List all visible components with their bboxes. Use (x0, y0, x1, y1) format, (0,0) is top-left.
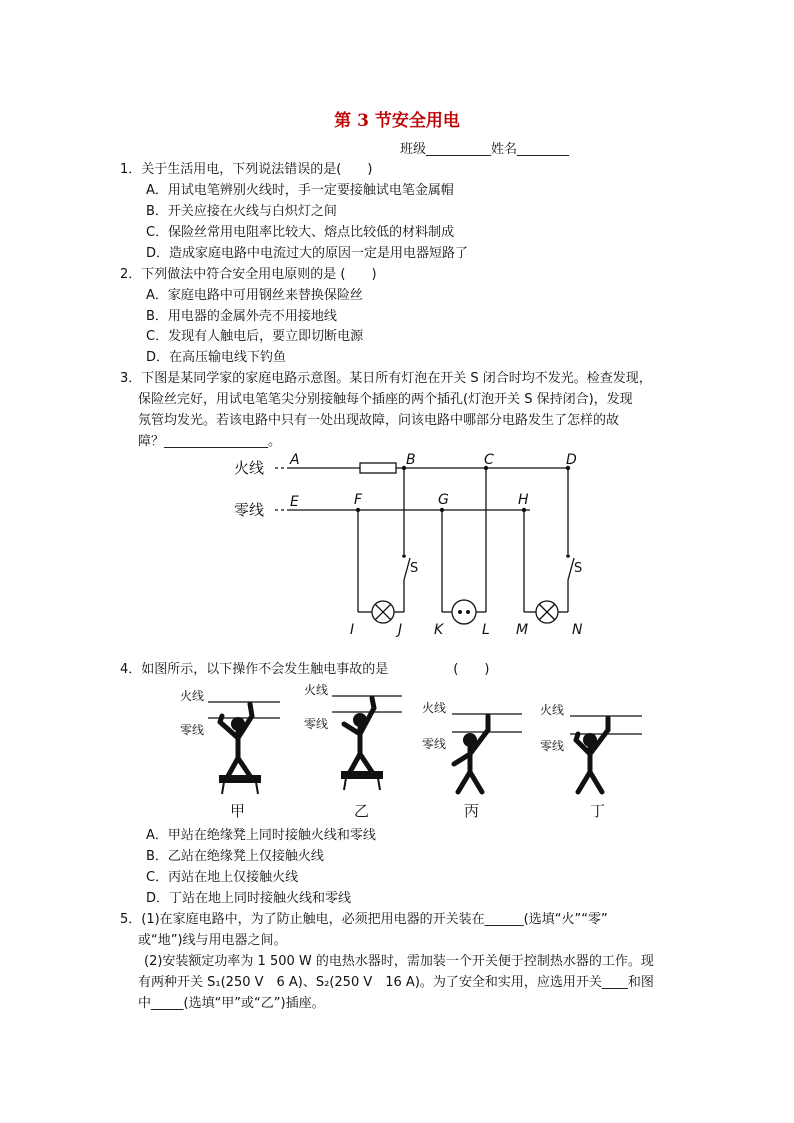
ding-neutral-label: 零线 (540, 739, 565, 753)
figure-label-ding: 丁 (590, 802, 606, 820)
figure-label-yi: 乙 (354, 802, 370, 820)
node-f: F (354, 492, 363, 508)
switch-label-2: S (574, 561, 583, 576)
q1-option-b: B．开关应接在火线与白炽灯之间 (146, 204, 337, 219)
q4-stem: 4．如图所示，以下操作不会发生触电事故的是 ( ) (120, 662, 490, 677)
jia-live-label: 火线 (180, 689, 205, 703)
yi-neutral-label: 零线 (304, 717, 329, 731)
node-d: D (566, 452, 577, 468)
node-c: C (484, 452, 494, 468)
figure-yi (344, 698, 374, 772)
q4-option-b: B．乙站在绝缘凳上仅接触火线 (146, 849, 324, 864)
figure-label-jia: 甲 (230, 802, 246, 820)
q1-stem: 1．关于生活用电，下列说法错误的是( ) (120, 162, 373, 177)
stool-yi (342, 772, 382, 790)
q1-option-d: D．造成家庭电路中电流过大的原因一定是用电器短路了 (146, 246, 469, 261)
q4-figures (170, 680, 650, 820)
ding-live-label: 火线 (540, 703, 565, 717)
node-a: A (290, 452, 300, 468)
live-wire-label: 火线 (234, 459, 265, 477)
figure-ding (576, 718, 608, 792)
q4-option-a: A．甲站在绝缘凳上同时接触火线和零线 (146, 828, 376, 843)
switch-label-1: S (410, 561, 419, 576)
q5-line-2: 或“地”)线与用电器之间。 (138, 933, 287, 948)
bing-live-label: 火线 (422, 701, 447, 715)
node-e: E (290, 494, 299, 510)
q3-line-2: 保险丝完好，用试电笔笔尖分别接触每个插座的两个插孔(灯泡开关 S 保持闭合)，发现 (138, 392, 633, 407)
node-g: G (438, 492, 449, 508)
q2-stem: 2．下列做法中符合安全用电原则的是 ( ) (120, 267, 377, 282)
node-i: I (350, 622, 355, 638)
q5-line-4: 有两种开关 S₁(250 V 6 A)、S₂(250 V 16 A)。为了安全和实用，应选用开关____和图 (138, 975, 654, 990)
q5-line-5: 中_____(选填“甲”或“乙”)插座。 (138, 996, 325, 1011)
figure-jia (220, 704, 252, 776)
q1-option-c: C．保险丝常用电阻率比较大、熔点比较低的材料制成 (146, 225, 455, 240)
q2-option-a: A．家庭电路中可用钢丝来替换保险丝 (146, 288, 363, 303)
page-title: 第 3 节安全用电 (334, 111, 460, 131)
q3-line-1: 3．下图是某同学家的家庭电路示意图。某日所有灯泡在开关 S 闭合时均不发光。检查发现， (120, 371, 652, 386)
q5-line-3: (2)安装额定功率为 1 500 W 的电热水器时，需加装一个开关便于控制热水器的工作。现 (144, 954, 654, 969)
figure-bing (454, 716, 488, 792)
jia-neutral-label: 零线 (180, 723, 205, 737)
node-n: N (572, 622, 583, 638)
q3-line-3: 氖管均发光。若该电路中只有一处出现故障，问该电路中哪部分电路发生了怎样的故 (138, 413, 620, 428)
q2-option-b: B．用电器的金属外壳不用接地线 (146, 309, 337, 324)
bing-neutral-label: 零线 (422, 737, 447, 751)
class-name-line: 班级__________姓名________ (400, 142, 570, 157)
q4-option-c: C．丙站在地上仅接触火线 (146, 870, 299, 885)
stool-jia (220, 776, 260, 794)
node-h: H (518, 492, 529, 508)
q2-option-d: D．在高压输电线下钓鱼 (146, 350, 287, 365)
node-k: K (434, 622, 444, 638)
q2-option-c: C．发现有人触电后，要立即切断电源 (146, 329, 364, 344)
node-b: B (406, 452, 416, 468)
neutral-wire-label: 零线 (234, 501, 265, 519)
node-m: M (516, 622, 529, 638)
figure-label-bing: 丙 (464, 802, 480, 820)
yi-live-label: 火线 (304, 683, 329, 697)
q5-line-1: 5．(1)在家庭电路中，为了防止触电，必须把用电器的开关装在______(选填“火”“零” (120, 912, 608, 927)
q1-option-a: A．用试电笔辨别火线时，手一定要接触试电笔金属帽 (146, 183, 454, 198)
node-j: J (398, 622, 403, 638)
circuit-diagram (220, 450, 600, 640)
q4-option-d: D．丁站在地上同时接触火线和零线 (146, 891, 352, 906)
node-l: L (482, 622, 490, 638)
q3-line-4: 障？________________。 (138, 434, 282, 449)
